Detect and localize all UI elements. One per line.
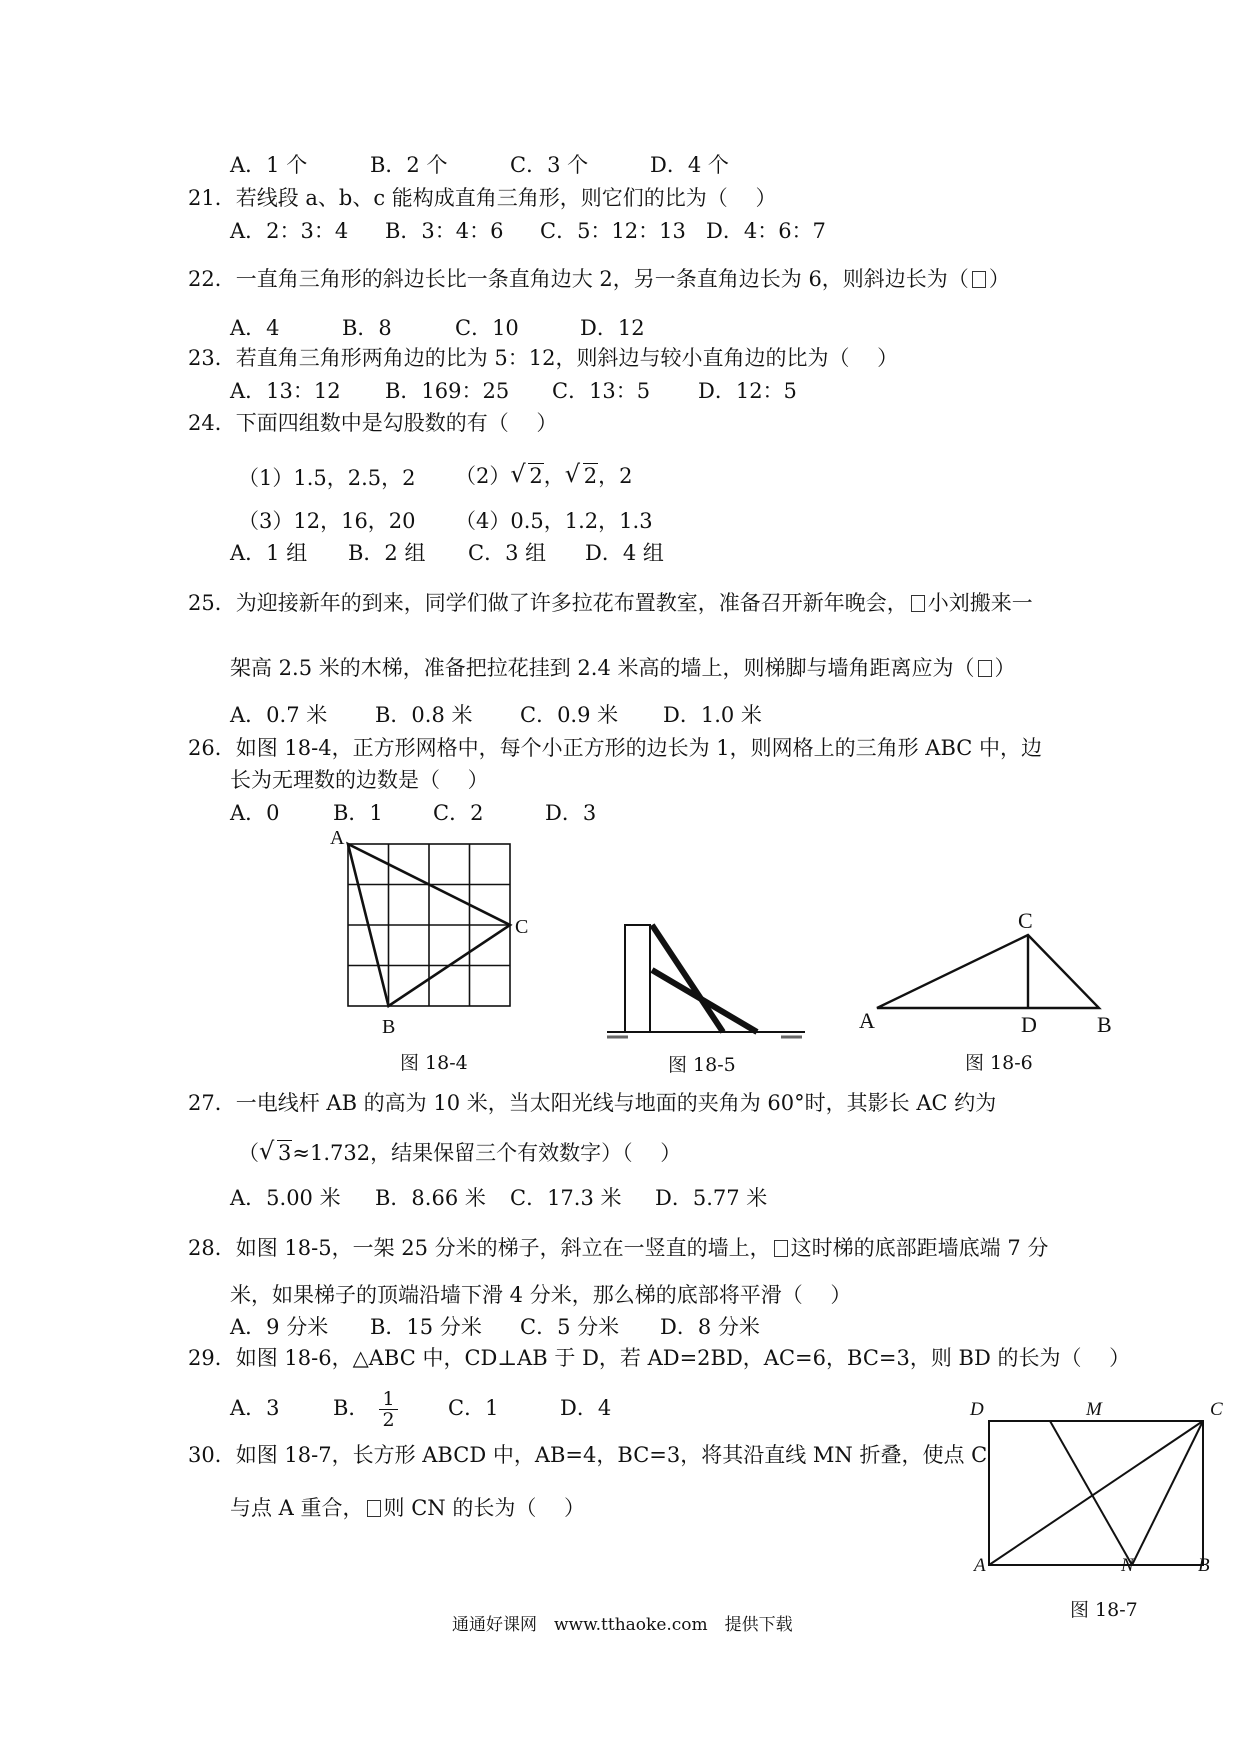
q24	[188, 410, 557, 436]
q24-option-d: D．4 组	[585, 541, 664, 565]
q24-option-c: C．3 组	[468, 541, 547, 565]
q25-line-2	[230, 655, 1016, 681]
question-stem: 一直角三角形的斜边长比一条直角边大 2，另一条直角边长为 6，则斜边长为（	[235, 267, 969, 291]
figure-18-4	[325, 827, 555, 1042]
q28-line-1	[188, 1235, 1048, 1261]
q29-option-a: A．3	[230, 1396, 280, 1420]
question-stem-end: ）	[988, 267, 1010, 291]
group-prefix: （2）	[455, 464, 511, 488]
question-stem-end: ≈1.732，结果保留三个有效数字）（ ）	[292, 1141, 682, 1165]
q24-group-4: （4）0.5，1.2，1.3	[455, 509, 653, 533]
question-stem: 如图 18-7，长方形 ABCD 中，AB=4，BC=3，将其沿直线 MN 折叠，使点 C	[235, 1443, 988, 1467]
q26-option-a: A．0	[230, 801, 280, 825]
denominator: 2	[382, 1409, 395, 1431]
figure-18-4-caption: 图 18-4	[400, 1052, 468, 1074]
q25-option-a: A．0.7 米	[230, 703, 328, 727]
q22-option-b: B．8	[342, 316, 392, 340]
q25-option-d: D．1.0 米	[663, 703, 762, 727]
radicand: 2	[583, 464, 598, 488]
question-number: 29．	[188, 1346, 236, 1370]
figure-18-7	[966, 1395, 1236, 1580]
q21-option-b: B．3：4：6	[385, 219, 504, 243]
q21-option-a: A．2：3：4	[230, 219, 349, 243]
q28-line-2: 米，如果梯子的顶端沿墙下滑 4 分米，那么梯的底部将平滑（ ）	[230, 1283, 852, 1307]
radicand: 2	[529, 464, 543, 488]
figure-18-7-caption: 图 18-7	[1070, 1599, 1138, 1621]
question-stem: 若直角三角形两角边的比为 5：12，则斜边与较小直角边的比为（ ）	[235, 346, 899, 370]
q21-option-c: C．5：12：13	[540, 219, 686, 243]
figure-18-6	[853, 910, 1118, 1035]
q27-option-b: B．8.66 米	[375, 1186, 486, 1210]
q22-option-a: A．4	[230, 316, 280, 340]
question-stem: 如图 18-5，一架 25 分米的梯子，斜立在一竖直的墙上，	[235, 1236, 771, 1260]
sqrt-expression	[510, 463, 543, 489]
q23-option-a: A．13：12	[230, 379, 341, 403]
placeholder-box	[774, 1240, 788, 1257]
grid	[348, 844, 510, 1006]
label-d: D	[970, 1399, 984, 1420]
q30-line-1	[188, 1442, 987, 1468]
question-stem-cont: 则 CN 的长为（ ）	[383, 1496, 585, 1520]
q23-option-d: D．12：5	[698, 379, 797, 403]
question-number: 24．	[188, 411, 236, 435]
question-number: 25．	[188, 591, 236, 615]
sqrt-expression	[565, 463, 598, 489]
option-label: B．	[333, 1396, 370, 1420]
group-end: ，2	[598, 464, 633, 488]
figure-18-6-caption: 图 18-6	[965, 1052, 1033, 1074]
q27-line-1	[188, 1090, 996, 1116]
q26-option-d: D．3	[545, 801, 597, 825]
label-b: B	[382, 1016, 396, 1038]
placeholder-box	[911, 595, 925, 612]
triangle-abc	[877, 935, 1099, 1008]
question-number: 27．	[188, 1091, 236, 1115]
diagonal-ac	[989, 1421, 1203, 1565]
question-stem: 与点 A 重合，	[230, 1496, 364, 1520]
q29-option-c: C．1	[448, 1396, 499, 1420]
q25-line-1	[188, 590, 1033, 616]
q30-line-2	[230, 1495, 585, 1521]
paren-open: （	[238, 1141, 259, 1165]
q20-option-b: B．2 个	[370, 153, 448, 177]
label-n: N	[1121, 1555, 1134, 1576]
question-stem-cont: 小刘搬来一	[927, 591, 1033, 615]
question-stem: 一电线杆 AB 的高为 10 米，当太阳光线与地面的夹角为 60°时，其影长 AC 约为	[235, 1091, 997, 1115]
q23-option-b: B．169：25	[385, 379, 510, 403]
sqrt-expression	[259, 1140, 292, 1166]
q22-option-c: C．10	[455, 316, 519, 340]
question-stem: 如图 18-4，正方形网格中，每个小正方形的边长为 1，则网格上的三角形 ABC 中，边	[235, 736, 1043, 760]
label-m: M	[1086, 1399, 1102, 1420]
placeholder-box	[978, 660, 992, 677]
q26-line-1	[188, 735, 1042, 761]
question-number: 21．	[188, 186, 236, 210]
q28-option-a: A．9 分米	[230, 1315, 329, 1339]
question-number: 23．	[188, 346, 236, 370]
label-c: C	[515, 916, 529, 938]
q24-option-b: B．2 组	[348, 541, 426, 565]
q20-option-a: A．1 个	[230, 153, 308, 177]
question-number: 30．	[188, 1443, 236, 1467]
separator: ，	[543, 464, 565, 488]
label-b: B	[1097, 1012, 1112, 1037]
fold-line-mn	[1050, 1421, 1132, 1565]
q25-option-b: B．0.8 米	[375, 703, 473, 727]
question-number: 22．	[188, 267, 236, 291]
q26-line-2: 长为无理数的边数是（ ）	[230, 768, 489, 792]
q21	[188, 185, 776, 211]
label-b: B	[1198, 1555, 1210, 1576]
fraction	[379, 1389, 397, 1430]
q28-option-d: D．8 分米	[660, 1315, 760, 1339]
q29	[188, 1345, 1130, 1371]
radicand: 3	[278, 1141, 292, 1165]
q27-line-2	[238, 1140, 681, 1166]
q27-option-c: C．17.3 米	[510, 1186, 622, 1210]
q28-option-c: C．5 分米	[520, 1315, 620, 1339]
label-a: A	[859, 1008, 875, 1033]
question-stem: 若线段 a、b、c 能构成直角三角形，则它们的比为（ ）	[235, 186, 777, 210]
q24-option-a: A．1 组	[230, 541, 308, 565]
question-stem-cont: 这时梯的底部距墙底端 7 分	[790, 1236, 1049, 1260]
q20-option-d: D．4 个	[650, 153, 729, 177]
segment-cn	[1132, 1421, 1203, 1565]
q22-option-d: D．12	[580, 316, 645, 340]
q23-option-c: C．13：5	[552, 379, 651, 403]
q28-option-b: B．15 分米	[370, 1315, 482, 1339]
q21-option-d: D．4：6：7	[706, 219, 826, 243]
placeholder-box	[972, 271, 986, 288]
q24-group-2	[455, 463, 633, 489]
wall	[625, 925, 650, 1032]
question-stem: 如图 18-6，△ABC 中，CD⊥AB 于 D，若 AD=2BD，AC=6，BC=3，则 BD 的长为（ ）	[235, 1346, 1131, 1370]
question-stem: 为迎接新年的到来，同学们做了许多拉花布置教室，准备召开新年晚会，	[235, 591, 908, 615]
ladder-lower	[652, 970, 757, 1032]
q27-option-d: D．5.77 米	[655, 1186, 768, 1210]
q24-group-1: （1）1.5，2.5，2	[238, 466, 416, 490]
q26-option-c: C．2	[433, 801, 484, 825]
question-stem: 下面四组数中是勾股数的有（ ）	[235, 411, 558, 435]
figure-18-5-caption: 图 18-5	[668, 1054, 736, 1076]
q20-option-c: C．3 个	[510, 153, 589, 177]
q27-option-a: A．5.00 米	[230, 1186, 341, 1210]
q25-option-c: C．0.9 米	[520, 703, 619, 727]
label-a: A	[974, 1555, 986, 1576]
q23	[188, 345, 898, 371]
figure-18-5	[605, 920, 805, 1045]
numerator: 1	[379, 1389, 397, 1410]
label-c: C	[1018, 908, 1033, 933]
q26-option-b: B．1	[333, 801, 383, 825]
label-d: D	[1021, 1012, 1037, 1037]
q22	[188, 266, 1010, 292]
label-a: A	[330, 827, 345, 849]
question-number: 26．	[188, 736, 236, 760]
question-stem-end: ）	[994, 656, 1016, 680]
question-number: 28．	[188, 1236, 236, 1260]
placeholder-box	[367, 1500, 381, 1517]
q29-option-b	[333, 1380, 398, 1436]
page-footer: 通通好课网 www.tthaoke.com 提供下载	[452, 1615, 793, 1635]
q29-option-d: D．4	[560, 1396, 612, 1420]
label-c: C	[1210, 1399, 1223, 1420]
question-stem: 架高 2.5 米的木梯，准备把拉花挂到 2.4 米高的墙上，则梯脚与墙角距离应为（	[230, 656, 975, 680]
q24-group-3: （3）12，16，20	[238, 509, 416, 533]
